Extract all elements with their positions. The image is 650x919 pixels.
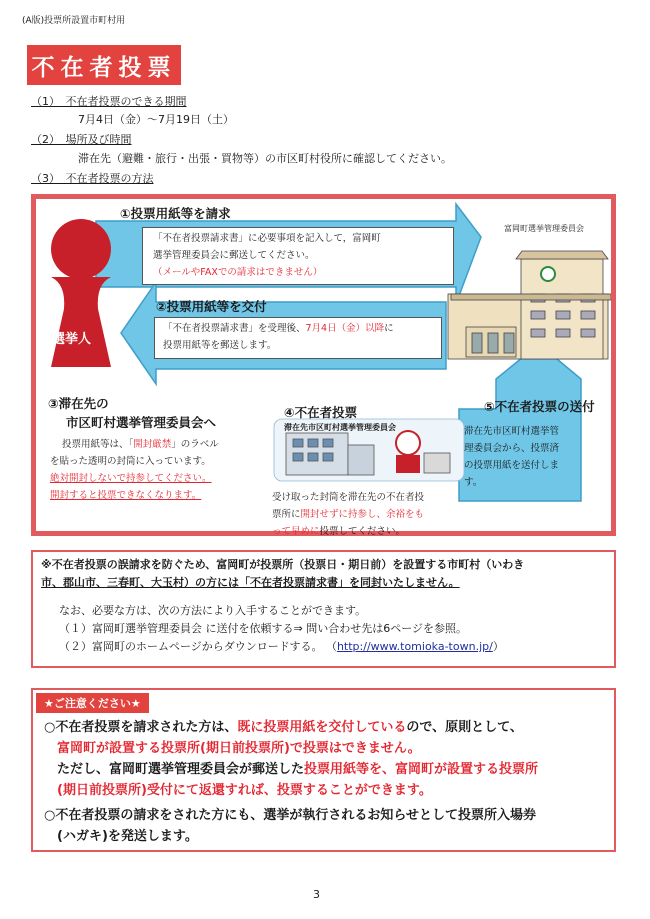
step1-line2: 選挙管理委員会に郵送してください。	[153, 250, 315, 261]
notice-line1: ※不在者投票の誤請求を防ぐため、富岡町が投票所（投票日・期日前）を設置する市町村（いわき	[41, 558, 525, 571]
homepage-link[interactable]: http://www.tomioka-town.jp/	[336, 640, 493, 653]
step1-box	[142, 227, 454, 285]
town-hall-building-icon	[448, 251, 611, 359]
voting-flow-diagram	[31, 194, 616, 536]
step5-line4: す。	[464, 477, 483, 488]
step4-line3-b: 投票してください。	[319, 526, 406, 537]
notice-line3: なお、必要な方は、次の方法により入手することができます。	[59, 604, 367, 617]
notice-line5	[59, 638, 504, 656]
step2-line2: 投票用紙等を郵送します。	[163, 340, 277, 351]
caution-p1-line1	[44, 717, 538, 738]
caution-p1-line3	[44, 759, 538, 780]
step1-label: ①投票用紙等を請求	[120, 206, 231, 221]
step5-text	[464, 423, 559, 491]
step4-line3-a: って早めに	[272, 526, 320, 537]
misrequest-notice-box	[31, 550, 616, 668]
caution-p2-line2: (ハガキ)を発送します。	[57, 829, 198, 844]
step2-line1-c: に	[384, 323, 394, 334]
caution-p1-line3-b: 投票用紙等を、富岡町が設置する投票所	[304, 762, 539, 777]
step3-sealed-label: 開封厳禁	[133, 439, 172, 450]
step2-line1-a: 「不在者投票請求書」を受理後、	[163, 323, 306, 334]
step5-line2: 理委員会から、投票済	[464, 443, 560, 454]
caution-p1-line1-c: ので、原則として、	[406, 720, 523, 735]
step4-line2-b: 開封せずに持参し、余裕をも	[300, 509, 425, 520]
document-variant-label: (A版)投票所設置市町村用	[22, 16, 126, 26]
step2-box	[154, 317, 442, 359]
step5-line1: 滞在先市区町村選挙管	[464, 426, 560, 437]
step5-line3: の投票用紙を送付しま	[464, 460, 560, 471]
section-1-heading: （1） 不在者投票のできる期間	[31, 95, 187, 108]
step1-line1: 「不在者投票請求書」に必要事項を記入して，富岡町	[153, 233, 381, 244]
page-number: 3	[313, 888, 320, 901]
committee-label: 富岡町選挙管理委員会	[504, 224, 584, 233]
step3-line1-a: 投票用紙等は、「	[62, 439, 134, 450]
page-title: 不在者投票	[27, 45, 181, 85]
step4-line1: 受け取った封筒を滞在先の不在者投	[272, 492, 425, 503]
section-2-body: 滞在先（避難・旅行・出張・買物等）の市区町村役所に確認してください。	[78, 152, 452, 165]
step3-line2: を貼った透明の封筒に入っています。	[50, 456, 211, 467]
step1-note: （メールやFAXでの請求はできません）	[153, 267, 323, 278]
notice-line5-a: （２）富岡町のホームページからダウンロードする。 （	[59, 640, 337, 653]
section-2-heading: （2） 場所及び時間	[31, 133, 132, 146]
step5-label: ⑤不在者投票の送付	[484, 399, 595, 414]
step4-line2	[272, 506, 424, 523]
step2-label: ②投票用紙等を交付	[156, 299, 267, 314]
step3-line1-c: 」のラベル	[171, 439, 219, 450]
step4-line3	[272, 523, 424, 540]
notice-line2: 市、郡山市、三春町、大玉村）の方には「不在者投票請求書」を同封いたしません。	[41, 576, 460, 589]
step4-label: ④不在者投票	[284, 405, 358, 420]
caution-p1-line1-a: ○不在者投票を請求された方は、	[44, 720, 238, 735]
notice-line5-c: ）	[492, 640, 504, 653]
step3-warning-2: 開封すると投票できなくなります。	[50, 490, 202, 501]
caution-text	[44, 717, 538, 847]
section-3-heading: （3） 不在者投票の方法	[31, 172, 154, 185]
caution-p2-line1: ○不在者投票の請求をされた方にも、選挙が執行されるお知らせとして投票所入場券	[44, 808, 536, 823]
caution-p1-line1-b: 既に投票用紙を交付している	[237, 720, 407, 735]
step3-line1	[50, 436, 219, 453]
step4-text	[272, 489, 424, 540]
step3-warning-1: 絶対開封しないで持参してください。	[50, 473, 212, 484]
notice-line4: （１）富岡町選挙管理委員会 に送付を依頼する⇒ 問い合わせ先は6ページを参照。	[59, 622, 467, 635]
step4-building-caption: 滞在先市区町村選挙管理委員会	[284, 423, 396, 432]
caution-p1-line3-a: ただし、富岡町選挙管理委員会が郵送した	[57, 762, 305, 777]
step2-date: 7月4日（金）以降	[305, 323, 385, 334]
caution-p1-line2: 富岡町が設置する投票所(期日前投票所)で投票はできません。	[57, 741, 421, 756]
caution-label: ★ご注意ください★	[36, 693, 149, 713]
step3-label-line2: 市区町村選挙管理委員会へ	[66, 415, 217, 430]
voter-label: 選挙人	[52, 332, 92, 347]
section-1-body: 7月4日（金）～7月19日（土）	[78, 113, 234, 126]
step3-text	[50, 436, 219, 504]
step3-label-line1: ③滞在先の	[48, 396, 109, 411]
step2-line1	[163, 320, 433, 337]
step4-line2-a: 票所に	[272, 509, 301, 520]
caution-p1-line4: (期日前投票所)受付にて返還すれば、投票することができます。	[57, 783, 432, 798]
